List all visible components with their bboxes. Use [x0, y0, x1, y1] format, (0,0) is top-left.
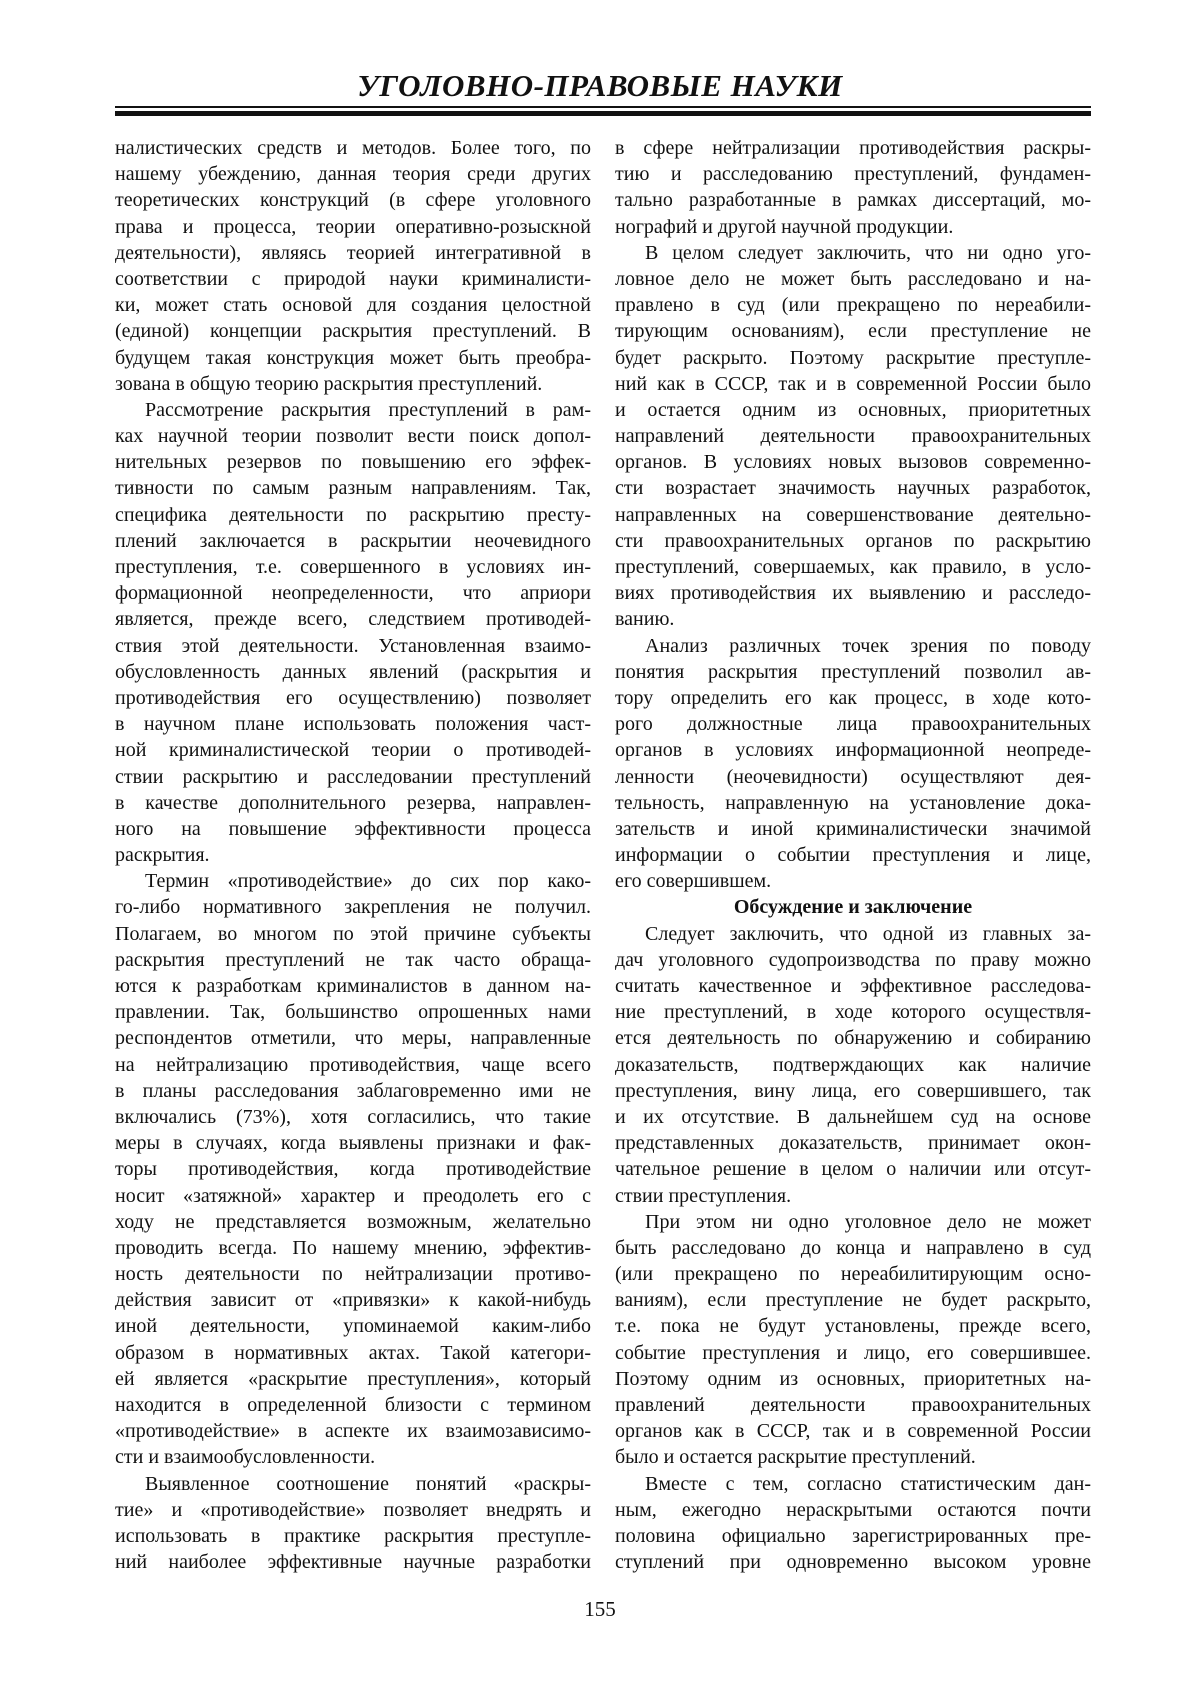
- text-line: преступления, вину лица, его совершившего, так: [615, 1078, 1091, 1104]
- text-line: Рассмотрение раскрытия преступлений в рам-: [115, 397, 591, 423]
- text-line: формационной неопределенности, что априори: [115, 580, 591, 606]
- text-line: органов как в СССР, так и в современной России: [615, 1418, 1091, 1444]
- text-line: Выявленное соотношение понятий «раскры-: [115, 1471, 591, 1497]
- text-line: тие» и «противодействие» позволяет внедрять и: [115, 1497, 591, 1523]
- page-number: 155: [0, 1597, 1200, 1622]
- text-line: теоретических конструкций (в сфере уголовного: [115, 187, 591, 213]
- text-line: считать качественное и эффективное расследова-: [615, 973, 1091, 999]
- text-line: ность деятельности по нейтрализации противо-: [115, 1261, 591, 1287]
- text-line: Поэтому одним из основных, приоритетных на-: [615, 1366, 1091, 1392]
- text-line: преступлений, совершаемых, как правило, в усло-: [615, 554, 1091, 580]
- text-line: носит «затяжной» характер и преодолеть его с: [115, 1183, 591, 1209]
- text-line: Вместе с тем, согласно статистическим дан-: [615, 1471, 1091, 1497]
- text-line: в планы расследования заблаговременно ими не: [115, 1078, 591, 1104]
- text-line: ным, ежегодно нераскрытыми остаются почти: [615, 1497, 1091, 1523]
- text-line: ловное дело не может быть расследовано и на-: [615, 266, 1091, 292]
- paragraph: [615, 1471, 1091, 1576]
- text-line: го-либо нормативного закрепления не получил.: [115, 894, 591, 920]
- text-line: ний наиболее эффективные научные разработки: [115, 1549, 591, 1575]
- text-line: плений заключается в раскрытии неочевидного: [115, 528, 591, 554]
- text-line: тивности по самым разным направлениям. Так,: [115, 475, 591, 501]
- section-title: УГОЛОВНО-ПРАВОВЫЕ НАУКИ: [0, 68, 1200, 104]
- paragraph: [115, 1471, 591, 1576]
- text-line: раскрытия.: [115, 842, 591, 868]
- text-line: в сфере нейтрализации противодействия раскры-: [615, 135, 1091, 161]
- text-line: органов в условиях информационной неопреде-: [615, 737, 1091, 763]
- text-line: в научном плане использовать положения част-: [115, 711, 591, 737]
- text-line: образом в нормативных актах. Такой категори-: [115, 1340, 591, 1366]
- paragraph: [615, 633, 1091, 895]
- text-line: права и процесса, теории оперативно-розыскной: [115, 214, 591, 240]
- text-line: информации о событии преступления и лице,: [615, 842, 1091, 868]
- text-line: было и остается раскрытие преступлений.: [615, 1444, 1091, 1470]
- text-line: соответствии с природой науки криминалисти-: [115, 266, 591, 292]
- text-line: находится в определенной близости с термином: [115, 1392, 591, 1418]
- text-line: ступлений при одновременно высоком уровне: [615, 1549, 1091, 1575]
- text-line: ходу не представляется возможным, желательно: [115, 1209, 591, 1235]
- text-line: проводить всегда. По нашему мнению, эффектив-: [115, 1235, 591, 1261]
- text-line: рого должностные лица правоохранительных: [615, 711, 1091, 737]
- paragraph: [115, 397, 591, 868]
- text-line: преступления, т.е. совершенного в условиях ин-: [115, 554, 591, 580]
- text-line: направленных на совершенствование деятельно-: [615, 502, 1091, 528]
- text-line: на нейтрализацию противодействия, чаще всего: [115, 1052, 591, 1078]
- text-line: меры в случаях, когда выявлены признаки и фак-: [115, 1130, 591, 1156]
- paragraph: [115, 868, 591, 1470]
- text-line: будет раскрыто. Поэтому раскрытие преступле-: [615, 345, 1091, 371]
- text-line: сти и взаимообусловленности.: [115, 1444, 591, 1470]
- text-line: использовать в практике раскрытия преступле-: [115, 1523, 591, 1549]
- text-line: ний как в СССР, так и в современной России было: [615, 371, 1091, 397]
- text-line: В целом следует заключить, что ни одно уго-: [615, 240, 1091, 266]
- text-line: (единой) концепции раскрытия преступлений. В: [115, 318, 591, 344]
- text-line: правлено в суд (или прекращено по нереабили-: [615, 292, 1091, 318]
- text-line: торы противодействия, когда противодействие: [115, 1156, 591, 1182]
- text-line: Следует заключить, что одной из главных за-: [615, 921, 1091, 947]
- text-line: ствия этой деятельности. Установленная взаимо-: [115, 633, 591, 659]
- text-line: тирующим основаниям), если преступление не: [615, 318, 1091, 344]
- text-line: тельность, направленную на установление дока-: [615, 790, 1091, 816]
- text-line: и остается одним из основных, приоритетных: [615, 397, 1091, 423]
- text-line: ствии преступления.: [615, 1183, 1091, 1209]
- text-line: иной деятельности, упоминаемой каким-либо: [115, 1313, 591, 1339]
- text-line: ках научной теории позволит вести поиск допол-: [115, 423, 591, 449]
- text-line: правлении. Так, большинство опрошенных нами: [115, 999, 591, 1025]
- header-rule-thin: [115, 106, 1091, 108]
- text-line: правлений деятельности правоохранительных: [615, 1392, 1091, 1418]
- paragraph: [615, 1209, 1091, 1471]
- text-line: тально разработанные в рамках диссертаций, мо-: [615, 187, 1091, 213]
- text-line: Термин «противодействие» до сих пор како-: [115, 868, 591, 894]
- text-line: налистических средств и методов. Более того, по: [115, 135, 591, 161]
- text-line: включались (73%), хотя согласились, что такие: [115, 1104, 591, 1130]
- text-line: обусловленность данных явлений (раскрытия и: [115, 659, 591, 685]
- text-line: половина официально зарегистрированных пре-: [615, 1523, 1091, 1549]
- text-line: тору определить его как процесс, в ходе кото-: [615, 685, 1091, 711]
- text-line: ного на повышение эффективности процесса: [115, 816, 591, 842]
- text-line: ется деятельность по обнаружению и собиранию: [615, 1025, 1091, 1051]
- text-line: нительных резервов по повышению его эффек-: [115, 449, 591, 475]
- text-column-left: [115, 135, 591, 1575]
- text-line: раскрытия преступлений не так часто обраща-: [115, 947, 591, 973]
- text-line: Обсуждение и заключение: [615, 894, 1091, 920]
- text-line: (или прекращено по нереабилитирующим осно-: [615, 1261, 1091, 1287]
- text-line: специфика деятельности по раскрытию престу-: [115, 502, 591, 528]
- text-line: нографий и другой научной продукции.: [615, 214, 1091, 240]
- text-line: ки, может стать основой для создания целостной: [115, 292, 591, 318]
- paragraph: [615, 240, 1091, 633]
- text-line: и их отсутствие. В дальнейшем суд на основе: [615, 1104, 1091, 1130]
- text-line: действия зависит от «привязки» к какой-нибудь: [115, 1287, 591, 1313]
- text-line: сти правоохранительных органов по раскрытию: [615, 528, 1091, 554]
- text-line: ей является «раскрытие преступления», который: [115, 1366, 591, 1392]
- header-rule-thick: [115, 111, 1091, 116]
- text-line: «противодействие» в аспекте их взаимозависимо-: [115, 1418, 591, 1444]
- text-line: дач уголовного судопроизводства по праву можно: [615, 947, 1091, 973]
- text-line: ствии раскрытию и расследовании преступлений: [115, 764, 591, 790]
- text-line: понятия раскрытия преступлений позволил ав-: [615, 659, 1091, 685]
- text-line: ваниям), если преступление не будет раскрыто,: [615, 1287, 1091, 1313]
- text-line: доказательств, подтверждающих как наличие: [615, 1052, 1091, 1078]
- text-line: быть расследовано до конца и направлено в суд: [615, 1235, 1091, 1261]
- text-line: противодействия его осуществлению) позволяет: [115, 685, 591, 711]
- text-line: ются к разработкам криминалистов в данном на-: [115, 973, 591, 999]
- text-line: является, прежде всего, следствием противодей-: [115, 606, 591, 632]
- paragraph: [115, 135, 591, 397]
- paragraph: [615, 135, 1091, 240]
- text-line: респондентов отметили, что меры, направленные: [115, 1025, 591, 1051]
- text-line: в качестве дополнительного резерва, направлен-: [115, 790, 591, 816]
- text-line: событие преступления и лицо, его совершившее.: [615, 1340, 1091, 1366]
- text-line: чательное решение в целом о наличии или отсут-: [615, 1156, 1091, 1182]
- text-line: При этом ни одно уголовное дело не может: [615, 1209, 1091, 1235]
- text-line: деятельности), являясь теорией интегративной в: [115, 240, 591, 266]
- text-line: т.е. пока не будут установлены, прежде всего,: [615, 1313, 1091, 1339]
- text-line: виях противодействия их выявлению и расследо-: [615, 580, 1091, 606]
- text-line: тию и расследованию преступлений, фундамен-: [615, 161, 1091, 187]
- text-line: ванию.: [615, 606, 1091, 632]
- text-line: органов. В условиях новых вызовов современно-: [615, 449, 1091, 475]
- text-line: зована в общую теорию раскрытия преступлений.: [115, 371, 591, 397]
- text-line: представленных доказательств, принимает окон-: [615, 1130, 1091, 1156]
- text-line: его совершившем.: [615, 868, 1091, 894]
- paragraph: [615, 921, 1091, 1209]
- text-line: сти возрастает значимость научных разработок,: [615, 475, 1091, 501]
- text-line: нашему убеждению, данная теория среди других: [115, 161, 591, 187]
- text-line: зательств и иной криминалистически значимой: [615, 816, 1091, 842]
- text-line: Полагаем, во многом по этой причине субъекты: [115, 921, 591, 947]
- text-line: ной криминалистической теории о противодей-: [115, 737, 591, 763]
- text-line: Анализ различных точек зрения по поводу: [615, 633, 1091, 659]
- text-column-right: [615, 135, 1091, 1575]
- text-line: направлений деятельности правоохранительных: [615, 423, 1091, 449]
- section-heading: [615, 894, 1091, 920]
- text-line: ленности (неочевидности) осуществляют дея-: [615, 764, 1091, 790]
- text-line: ние преступлений, в ходе которого осуществля-: [615, 999, 1091, 1025]
- text-line: будущем такая конструкция может быть преобра-: [115, 345, 591, 371]
